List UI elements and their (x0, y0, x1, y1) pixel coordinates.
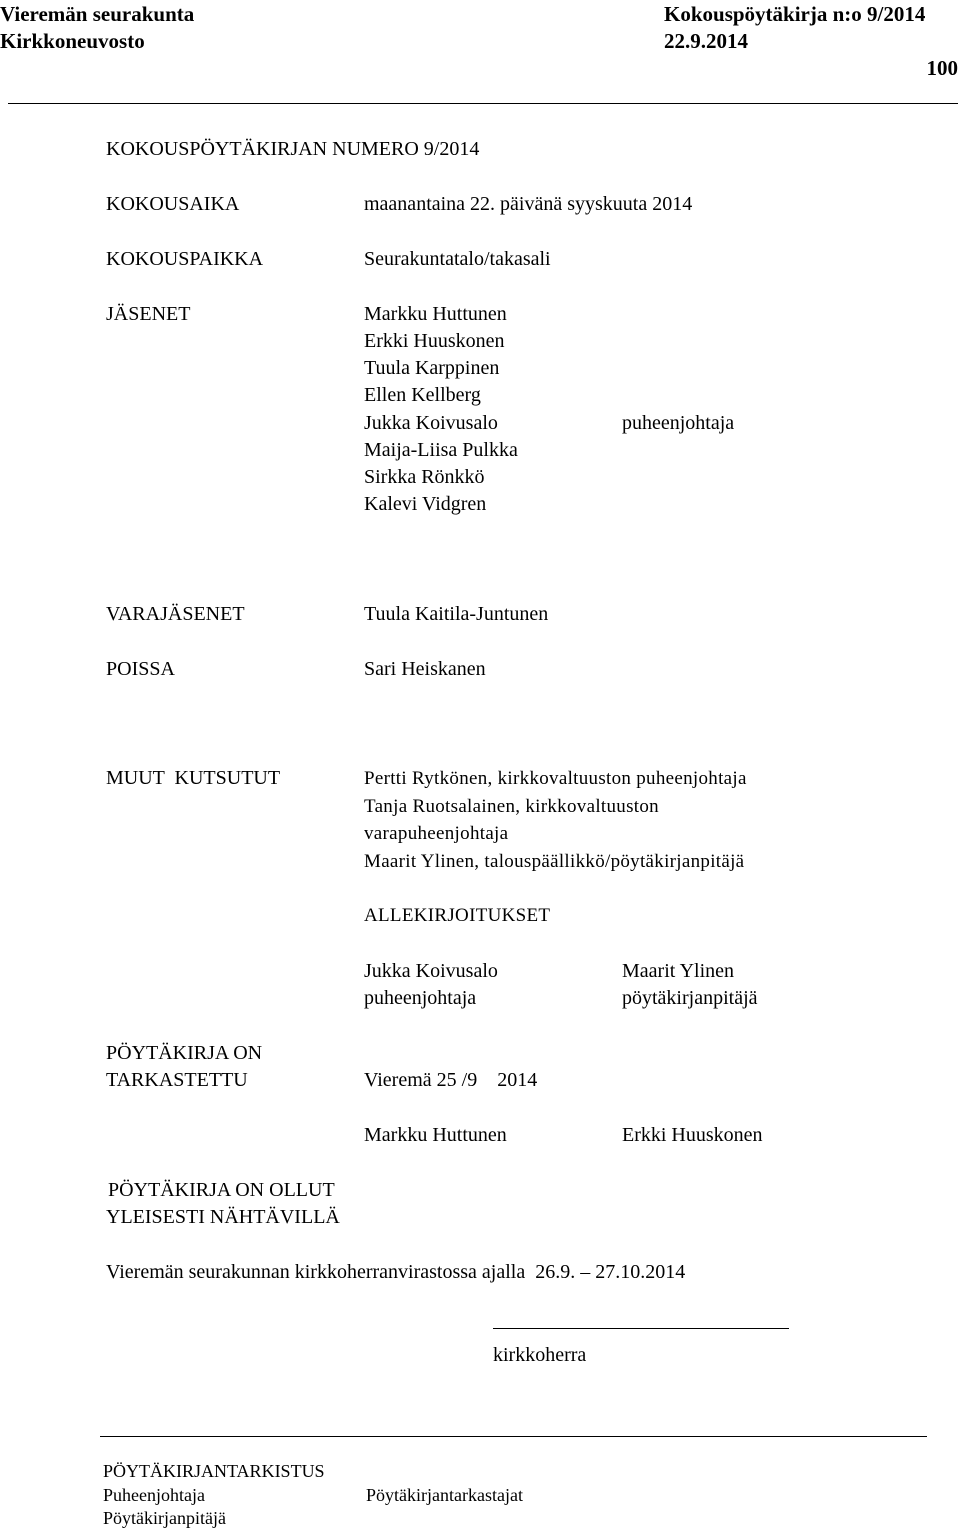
member-name: Jukka Koivusalo (364, 412, 498, 434)
checker-name: Markku Huttunen (364, 1124, 507, 1146)
member-name: Tuula Karppinen (364, 357, 500, 379)
footer-rule (100, 1436, 927, 1437)
page-number: 100 (926, 56, 958, 80)
displayed-label-line1: PÖYTÄKIRJA ON OLLUT (108, 1179, 335, 1201)
member-name: Markku Huttunen (364, 303, 507, 325)
signature-chair-role: puheenjohtaja (364, 987, 477, 1009)
displayed-text: Vieremän seurakunnan kirkkoherranvirastossa ajalla 26.9. – 27.10.2014 (106, 1261, 686, 1283)
others-line: Tanja Ruotsalainen, kirkkovaltuuston (364, 796, 659, 817)
header-doc-number: Kokouspöytäkirja n:o 9/2014 (664, 2, 926, 26)
page-title: KOKOUSPÖYTÄKIRJAN NUMERO 9/2014 (106, 138, 480, 160)
footer-checkers: Pöytäkirjantarkastajat (366, 1485, 523, 1505)
checker-name: Erkki Huuskonen (622, 1124, 763, 1146)
member-name: Maija-Liisa Pulkka (364, 439, 518, 461)
members-label: JÄSENET (106, 303, 191, 325)
others-line: varapuheenjohtaja (364, 823, 509, 844)
others-label: MUUT KUTSUTUT (106, 767, 281, 789)
footer-chair: Puheenjohtaja (103, 1485, 205, 1505)
meeting-place-label: KOKOUSPAIKKA (106, 248, 264, 270)
checked-place-date: Vieremä 25 /9 2014 (364, 1069, 538, 1091)
others-line: Maarit Ylinen, talouspäällikkö/pöytäkirjanpitäjä (364, 851, 745, 872)
absent-value: Sari Heiskanen (364, 658, 486, 680)
header-date: 22.9.2014 (664, 29, 748, 53)
signature-secretary-name: Maarit Ylinen (622, 960, 735, 982)
footer-secretary: Pöytäkirjanpitäjä (103, 1508, 226, 1528)
member-name: Sirkka Rönkkö (364, 466, 485, 488)
absent-label: POISSA (106, 658, 175, 680)
signature-secretary-role: pöytäkirjanpitäjä (622, 987, 758, 1009)
deputies-value: Tuula Kaitila-Juntunen (364, 603, 549, 625)
deputies-label: VARAJÄSENET (106, 603, 245, 625)
others-line: Pertti Rytkönen, kirkkovaltuuston puheenjohtaja (364, 768, 747, 789)
footer-title: PÖYTÄKIRJANTARKISTUS (103, 1461, 325, 1481)
signature-line (493, 1328, 789, 1329)
signer-role: kirkkoherra (493, 1344, 587, 1366)
displayed-label-line2: YLEISESTI NÄHTÄVILLÄ (106, 1206, 340, 1228)
signature-chair-name: Jukka Koivusalo (364, 960, 498, 982)
checked-label-line1: PÖYTÄKIRJA ON (106, 1042, 263, 1064)
meeting-time-value: maanantaina 22. päivänä syyskuuta 2014 (364, 193, 693, 215)
meeting-place-value: Seurakuntatalo/takasali (364, 248, 551, 270)
member-name: Kalevi Vidgren (364, 493, 487, 515)
header-rule (8, 103, 958, 104)
checked-label-line2: TARKASTETTU (106, 1069, 248, 1091)
member-name: Erkki Huuskonen (364, 330, 505, 352)
header-body: Kirkkoneuvosto (0, 29, 145, 53)
member-name: Ellen Kellberg (364, 384, 481, 406)
member-chair-role: puheenjohtaja (622, 412, 735, 434)
signatures-label: ALLEKIRJOITUKSET (364, 905, 551, 926)
header-org: Vieremän seurakunta (0, 2, 195, 26)
meeting-time-label: KOKOUSAIKA (106, 193, 240, 215)
